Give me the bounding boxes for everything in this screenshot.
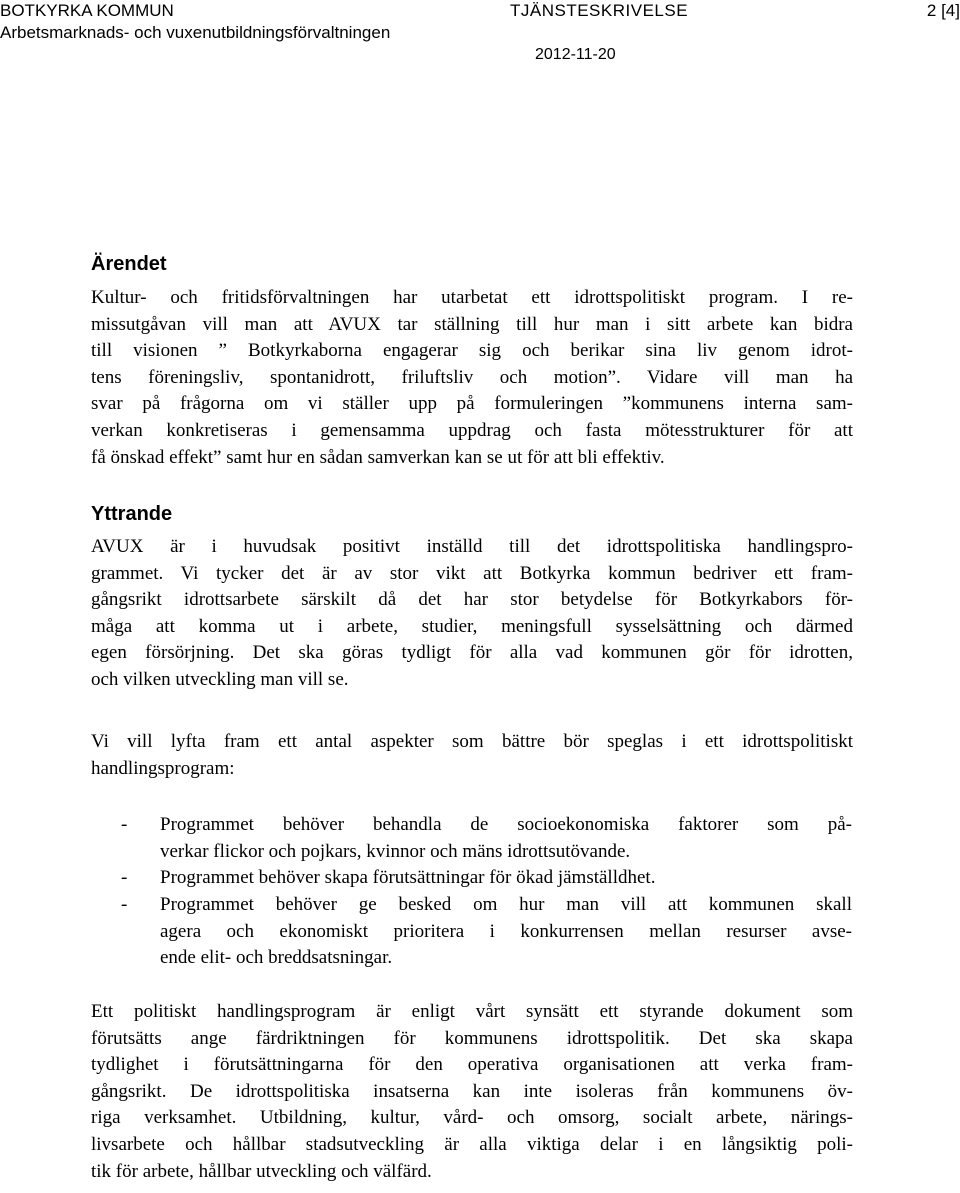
text-line: tens föreningsliv, spontanidrott, friluftsliv och motion”. Vidare vill man ha bbox=[91, 366, 853, 388]
text-line: tik för arbete, hållbar utveckling och välfärd. bbox=[91, 1160, 432, 1182]
text-line: måga att komma ut i arbete, studier, meningsfull sysselsättning och därmed bbox=[91, 615, 853, 637]
text-line: agera och ekonomiskt prioritera i konkurrensen mellan resurser avse- bbox=[160, 920, 852, 942]
text-line: egen försörjning. Det ska göras tydligt för alla vad kommunen gör för idrotten, bbox=[91, 642, 853, 664]
organization-name: BOTKYRKA KOMMUN bbox=[0, 1, 174, 20]
arendet-paragraph bbox=[91, 285, 853, 471]
list-item-text bbox=[160, 812, 852, 865]
bullet-dash: - bbox=[121, 894, 128, 915]
text-line: Kultur- och fritidsförvaltningen har utarbetat ett idrottspolitiskt program. I re- bbox=[91, 287, 853, 308]
text-line: förutsätts ange färdriktningen för kommunens idrottspolitik. Det ska skapa bbox=[91, 1027, 853, 1049]
text-line: Vi vill lyfta fram ett antal aspekter som bättre bör speglas i ett idrottspolitiskt bbox=[91, 731, 853, 752]
text-line: verkan konkretiseras i gemensamma uppdrag och fasta mötesstrukturer för att bbox=[91, 419, 853, 441]
list-item-text bbox=[160, 865, 852, 892]
text-line: missutgåvan vill man att AVUX tar ställning till hur man i sitt arbete kan bidra bbox=[91, 313, 853, 335]
text-line: Ett politiskt handlingsprogram är enligt vårt synsätt ett styrande dokument som bbox=[91, 1001, 853, 1022]
text-line: gångsrikt. De idrottspolitiska insatserna kan inte isoleras från kommunens öv- bbox=[91, 1080, 853, 1102]
text-line: Programmet behöver ge besked om hur man vill att kommunen skall bbox=[160, 894, 852, 915]
text-line: verkar flickor och pojkars, kvinnor och mäns idrottsutövande. bbox=[160, 840, 631, 862]
closing-paragraph bbox=[91, 999, 853, 1185]
text-line: Programmet behöver skapa förutsättningar för ökad jämställdhet. bbox=[160, 867, 656, 888]
department-name: Arbetsmarknads- och vuxenutbildningsförvaltningen bbox=[0, 23, 391, 42]
list-item-text bbox=[160, 892, 852, 972]
text-line: tydlighet i förutsättningarna för den operativa organisationen att verka fram- bbox=[91, 1054, 853, 1076]
document-date: 2012-11-20 bbox=[535, 46, 616, 63]
aspects-intro-paragraph bbox=[91, 729, 853, 782]
text-line: AVUX är i huvudsak positivt inställd till det idrottspolitiska handlingspro- bbox=[91, 536, 853, 557]
text-line: ende elit- och breddsatsningar. bbox=[160, 947, 393, 969]
bullet-dash: - bbox=[121, 867, 128, 888]
text-line: få önskad effekt” samt hur en sådan samverkan kan se ut för att bli effektiv. bbox=[91, 446, 665, 468]
text-line: och vilken utveckling man vill se. bbox=[91, 668, 349, 690]
text-line: grammet. Vi tycker det är av stor vikt att Botkyrka kommun bedriver ett fram- bbox=[91, 562, 853, 584]
section-heading-arendet: Ärendet bbox=[91, 253, 167, 275]
document-type: TJÄNSTESKRIVELSE bbox=[510, 1, 689, 20]
text-line: svar på frågorna om vi ställer upp på formuleringen ”kommunens interna sam- bbox=[91, 393, 853, 415]
section-heading-yttrande: Yttrande bbox=[91, 503, 173, 525]
yttrande-paragraph bbox=[91, 534, 853, 694]
text-line: gångsrikt idrottsarbete särskilt då det har stor betydelse för Botkyrkabors för- bbox=[91, 589, 853, 611]
page-number: 2 [4] bbox=[926, 1, 960, 20]
text-line: till visionen ” Botkyrkaborna engagerar sig och berikar sina liv genom idrot- bbox=[91, 340, 853, 362]
text-line: handlingsprogram: bbox=[91, 757, 235, 779]
text-line: Programmet behöver behandla de socioekonomiska faktorer som på- bbox=[160, 814, 852, 835]
bullet-dash: - bbox=[121, 814, 128, 835]
text-line: riga verksamhet. Utbildning, kultur, vård- och omsorg, socialt arbete, närings- bbox=[91, 1107, 853, 1129]
text-line: livsarbete och hållbar stadsutveckling är alla viktiga delar i en långsiktig poli- bbox=[91, 1133, 853, 1155]
